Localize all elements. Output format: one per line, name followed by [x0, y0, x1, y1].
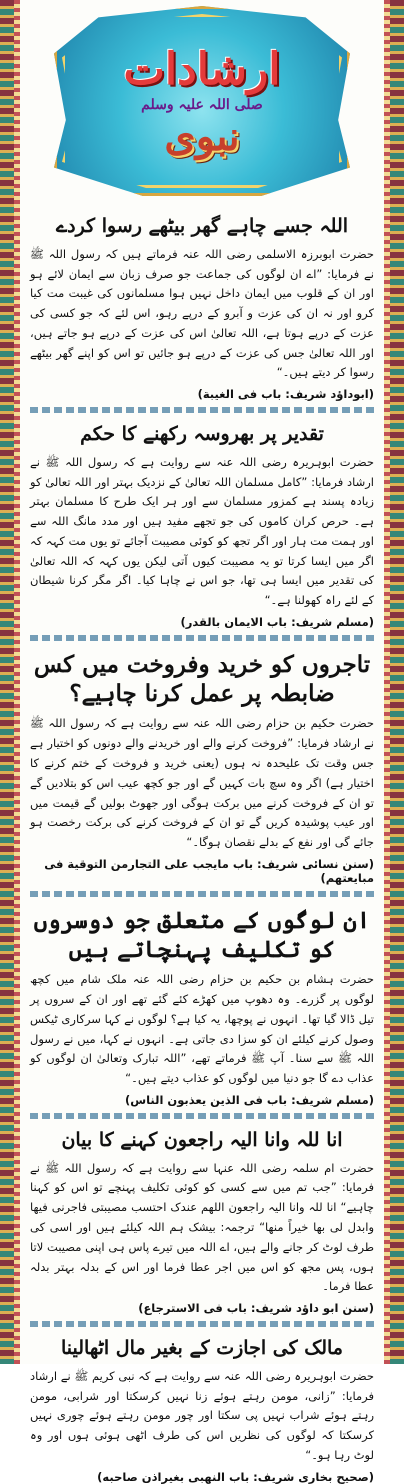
article-5 — [24, 1129, 380, 1315]
masthead-title-top: ارشادات — [123, 44, 281, 96]
article-6 — [24, 1337, 380, 1484]
section-divider — [30, 891, 374, 897]
content — [24, 0, 380, 1484]
article-reference: (صحیح بخاری شریف: باب النھبی بغیراذن صاحبه) — [97, 1469, 374, 1484]
article-body: حضرت ابوہریرہ رضی اللہ عنہ سے روایت ہے کہ رسول اللہ ﷺ نے ارشاد فرمایا: ”کامل مسلمان اللہ تعالیٰ کے نزدیک بہتر اور اللہ تعالیٰ کو زیادہ پسند ہے کمزور مسلمان سے اور ہر ایک طرح کا مسلمان بہتر ہے۔ حرص کران کاموں کی جو تجھے مفید ہیں اور مدد مانگ اللہ سے اور ہمت مت ہار اور اگر تجھ کو کوئی مصیبت آجائے تو یوں مت کہہ کہ اگر میں ایسا کرتا تو یہ مصیبت کیوں آتی لیکن یوں کہہ کہ اللہ تعالیٰ کی تقدیر میں ایسا ہی تھا، جو اس نے چاہا کیا۔ اگر مگر کرنا شیطان کے لئے راہ کھولنا ہے۔“ — [30, 454, 374, 608]
masthead-title — [124, 46, 281, 158]
section-divider — [30, 1321, 374, 1327]
masthead — [24, 0, 380, 205]
article-reference: (مسلم شریف: باب الایمان بالقدر) — [180, 614, 374, 629]
article-4 — [24, 907, 380, 1107]
article-heading: اللہ جسے چاہے گھر بیٹھے رسوا کردے — [55, 215, 349, 237]
article-1 — [24, 215, 380, 401]
decorative-border-right — [390, 0, 404, 1364]
article-reference: (ابوداؤد شریف: باب فی الغیبة) — [197, 387, 374, 402]
article-3 — [24, 651, 380, 885]
article-reference: (سنن ابو داؤد شریف: باب فی الاسترجاع) — [138, 1301, 374, 1316]
article-body: حضرت ام سلمہ رضی اللہ عنہا سے روایت ہے کہ رسول اللہ ﷺ نے فرمایا: ”جب تم میں سے کسی کو کوئی تکلیف پہنچے تو اس کو کہنا چاہیے“ انا للہ وانا الیہ راجعون اللھم عندک احتسب مصیبتی فاجرنی فیھا وابدل لی بھا خیراً منھا“ ترجمہ: بیشک ہم اللہ کیلئے ہیں اور اسی کی طرف لوٹ کر جانے والے ہیں، اے اللہ میں تیرے پاس ہی اپنی مصیبت لاتا ہوں، پس مجھ کو اس میں اجر عطا فرما اور اس کے بدلہ بہتر بدلہ عطا فرما۔ — [30, 1160, 374, 1294]
article-heading: تاجروں کو خرید وفروخت میں کس ضابطہ پر عمل کرنا چاہیے؟ — [33, 650, 371, 707]
decorative-border-left — [0, 0, 14, 1364]
article-reference: (مسلم شریف: باب فی الذین یعذبون الناس) — [124, 1092, 374, 1107]
article-reference: (سنن نسائی شریف: باب مایجب علی التجارمن التوقیة فی مبایعتھم) — [44, 856, 374, 885]
article-body: حضرت ابوبرزہ الاسلمی رضی اللہ عنہ فرماتے ہیں کہ رسول اللہ ﷺ نے فرمایا: ”اے ان لوگوں کی جماعت جو صرف زبان سے ایمان لائے ہو اور ان کے قلوب میں ایمان داخل نہیں ہوا مسلمانوں کی غیبت مت کیا کرو اور نہ ان کی عزت و آبرو کے درپے رہو، اس لئے کہ جو کسی کی عزت کے درپے ہوتا ہے، اللہ تعالیٰ اس کی عزت کے درپے ہو جاتے ہیں، اور اللہ تعالیٰ جس کی عزت کے درپے ہو جائیں تو اس کو اپنے گھر بیٹھے رسوا کر دیتے ہیں۔“ — [30, 246, 374, 380]
masthead-salutation: صلی اللہ علیہ وسلم — [141, 96, 263, 113]
article-body: حضرت ہشام بن حکیم بن حزام رضی اللہ عنہ ملک شام میں کچھ لوگوں پر گزرے۔ وہ دھوپ میں کھڑے کئے گئے تھے اور ان کے سروں پر تیل ڈالا گیا تھا۔ انہوں نے پوچھا، یہ کیا ہے؟ لوگوں نے کہا سرکاری ٹیکس وصول کرنے کیلئے ان کو سزا دی جاتی ہے۔ انہوں نے کہا، میں نے رسول اللہ ﷺ سے سنا۔ آپ ﷺ فرماتے تھے، ”اللہ تبارک وتعالیٰ ان لوگوں کو عذاب دے گا جو دنیا میں لوگوں کو عذاب دیتے ہیں۔“ — [30, 972, 374, 1086]
article-heading: مالک کی اجازت کے بغیر مال اٹھالینا — [61, 1337, 343, 1360]
article-heading: انا للہ وانا الیہ راجعون کہنے کا بیان — [61, 1128, 343, 1151]
article-heading: تقدیر پر بھروسہ رکھنے کا حکم — [80, 423, 324, 446]
masthead-title-bottom: نبوی — [164, 112, 240, 160]
article-heading: ان لوگوں کے متعلق جو دوسروں کو تکلیف پہنچاتے ہیں — [33, 906, 371, 963]
section-divider — [30, 635, 374, 641]
article-body: حضرت حکیم بن حزام رضی اللہ عنہ سے روایت ہے کہ رسول اللہ ﷺ نے ارشاد فرمایا: ”فروخت کرنے والے اور خریدنے والے دونوں کو اختیار ہے جس وقت تک علیحدہ نہ ہوں (یعنی خرید و فروخت کے ختم کرنے کا اختیار ہے) اگر وہ سچ بات کہیں گے اور جو کچھ عیب اس کو بتلادیں گے تو ان کے فروخت کرنے میں برکت ہوگی اور جھوٹ بولیں گے قیمت میں اور عیب پوشیدہ کریں گے تو ان کے فروخت کرنے کی برکت رخصت ہو جائے گی اور نفع کے بدلے نقصان ہوگا۔“ — [30, 716, 374, 850]
decorative-border-inner-right — [384, 0, 390, 1364]
decorative-border-inner-left — [14, 0, 20, 1364]
article-2 — [24, 423, 380, 629]
section-divider — [30, 407, 374, 413]
article-body: حضرت ابوہریرہ رضی اللہ عنہ سے روایت ہے کہ نبی کریم ﷺ نے ارشاد فرمایا: ”زانی، مومن رہتے ہوئے زنا نہیں کرسکتا اور شرابی، مومن رہتے ہوئے شراب نہیں پی سکتا اور چور مومن رہتے ہوئے چوری نہیں کرسکتا کہ لوگوں کی نظریں اس کی طرف اٹھی ہوئی ہوں اور وہ لوٹ رہا ہو۔“ — [30, 1368, 374, 1462]
section-divider — [30, 1113, 374, 1119]
